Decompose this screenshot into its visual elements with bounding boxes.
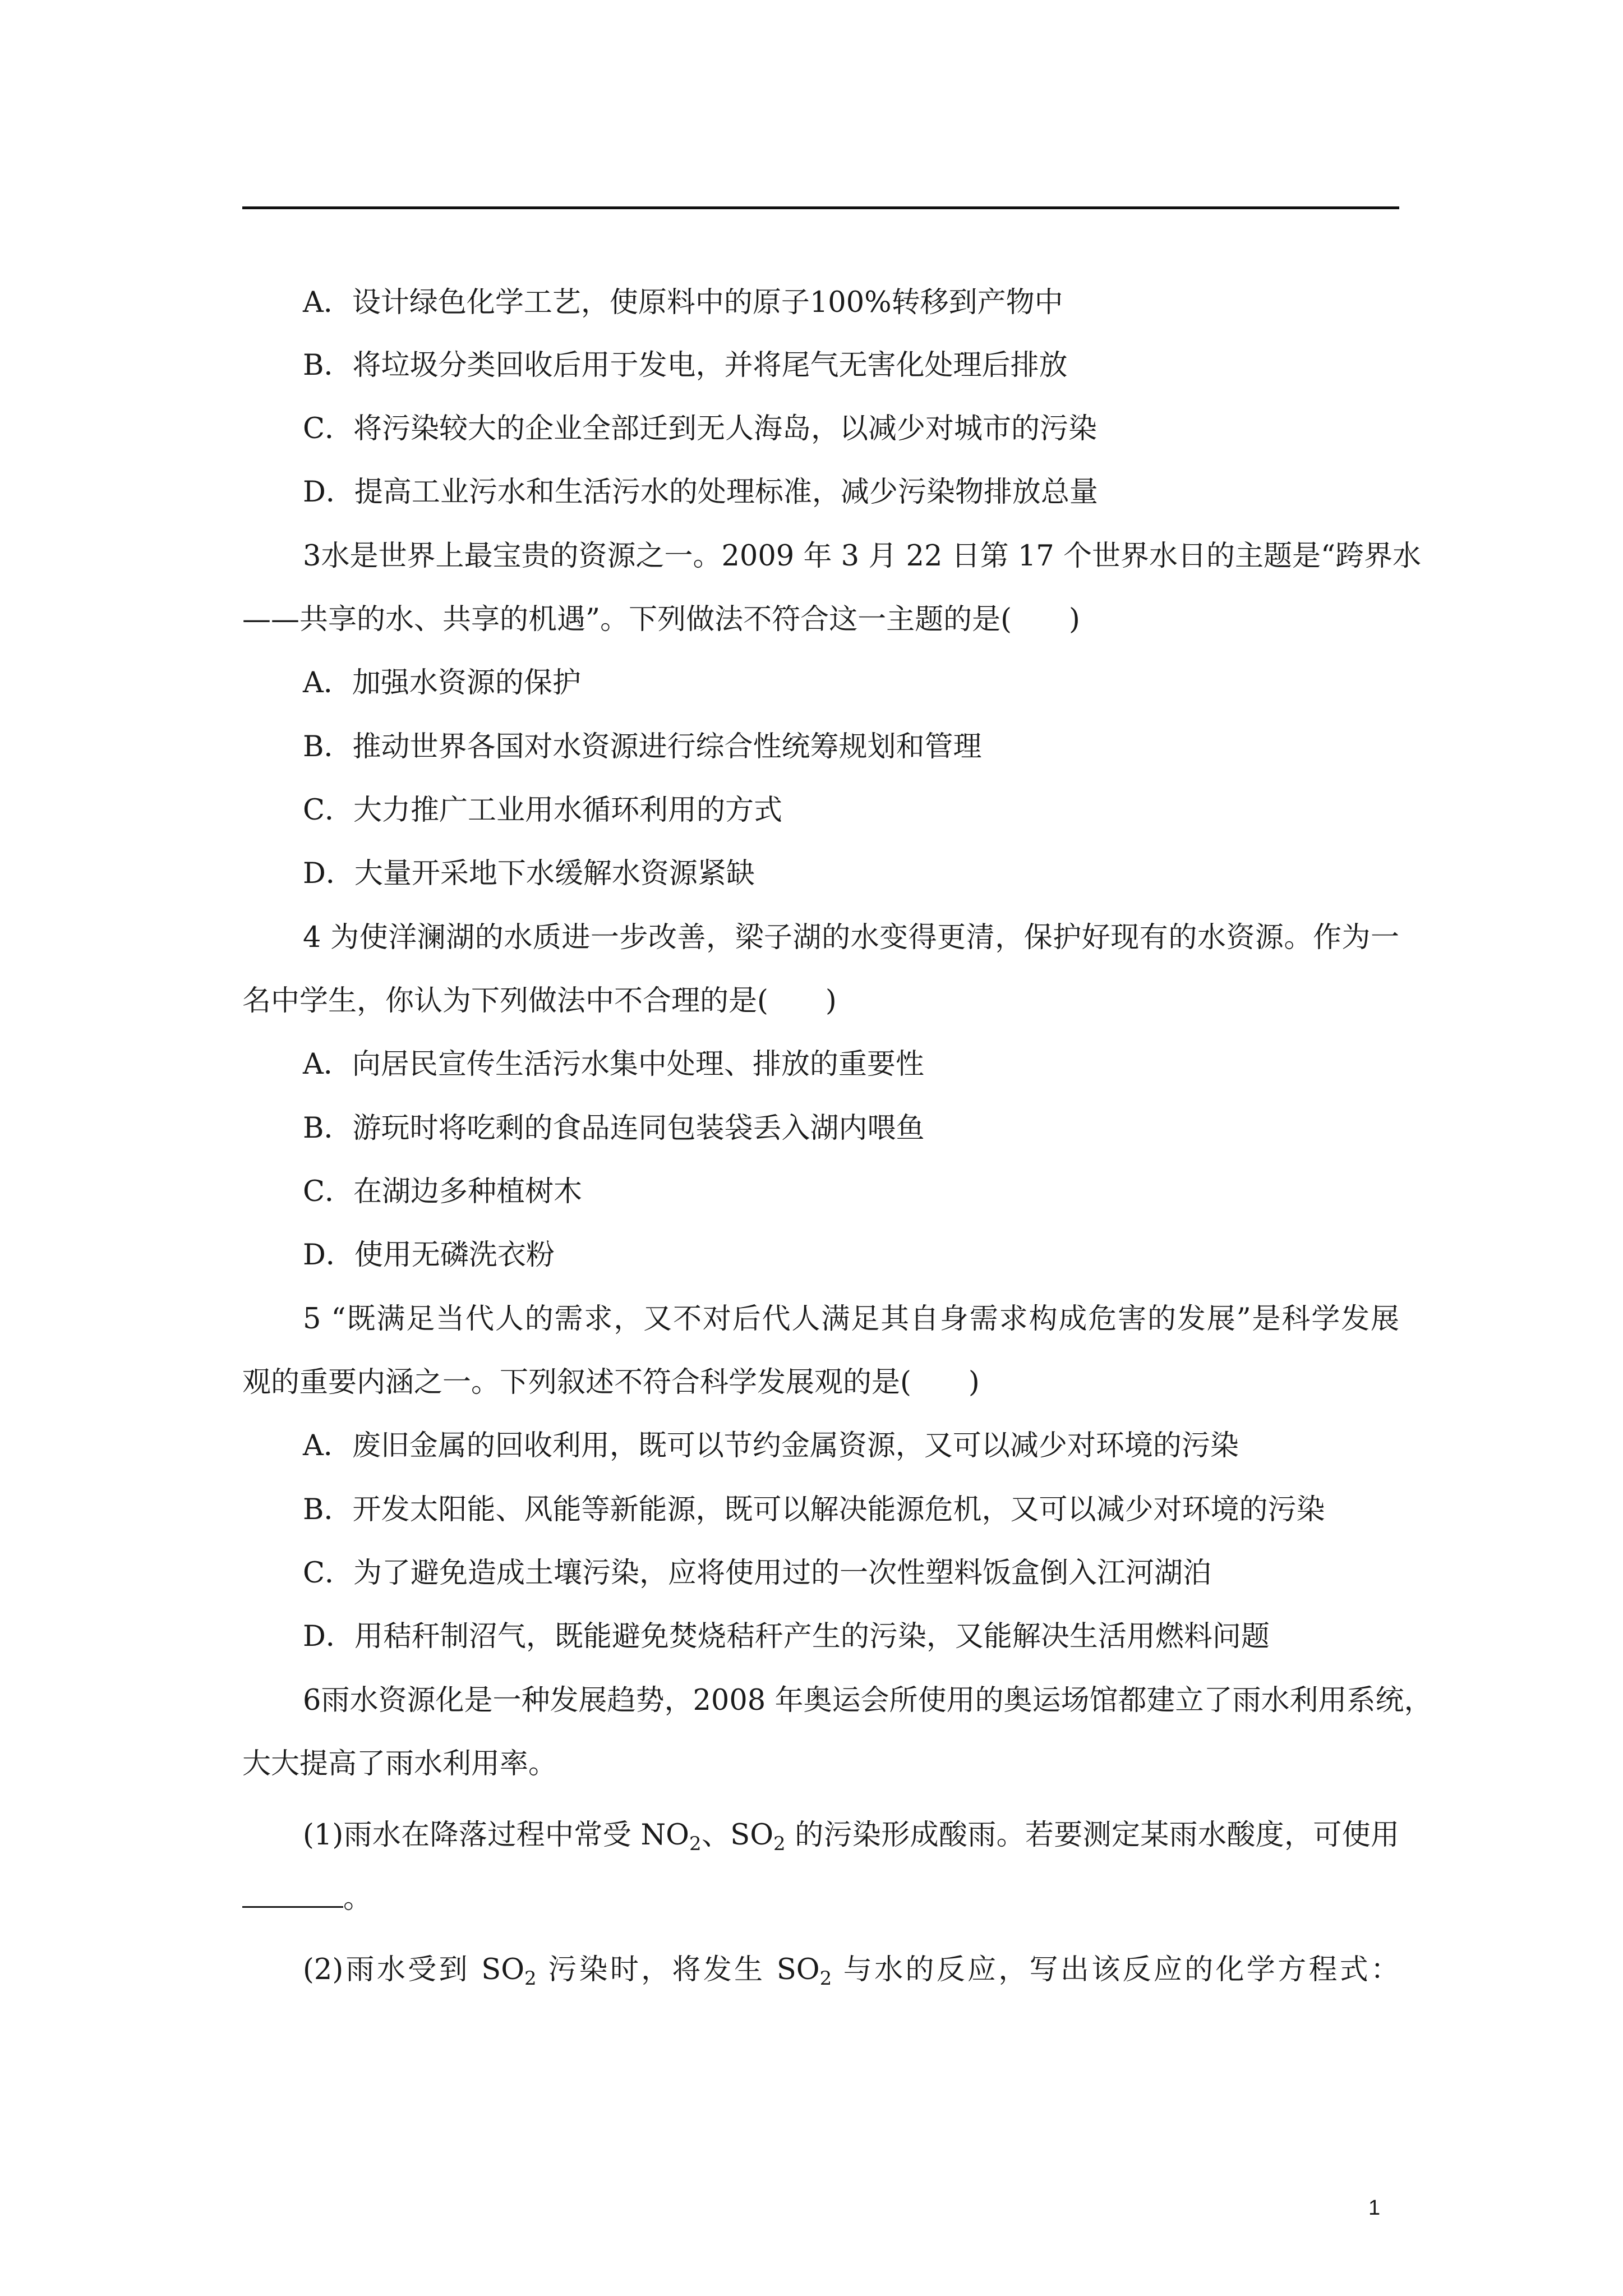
q6-part2-text-c: 与水的反应，写出该反应的化学方程式： xyxy=(832,1953,1399,1986)
q4-option-d: D．使用无磷洗衣粉 xyxy=(303,1239,555,1272)
q6-part1-subscript-so2: 2 xyxy=(773,1833,786,1855)
q3-option-b: B．推动世界各国对水资源进行综合性统筹规划和管理 xyxy=(303,730,982,763)
q2-option-c: C．将污染较大的企业全部迁到无人海岛，以减少对城市的污染 xyxy=(303,412,1098,445)
q6-part2-text-b: 污染时，将发生 SO xyxy=(536,1953,820,1986)
q5-stem-line1: 5 “既满足当代人的需求，又不对后代人满足其自身需求构成危害的发展”是科学发展 xyxy=(303,1303,1399,1336)
q3-stem-line2: ——共享的水、共享的机遇”。下列做法不符合这一主题的是( ) xyxy=(242,603,1080,636)
answer-blank[interactable] xyxy=(242,1884,343,1908)
q6-part1-text-a: (1)雨水在降落过程中常受 NO xyxy=(303,1819,689,1852)
q6-part1 xyxy=(303,1819,1400,1855)
q6-part1-end: 。 xyxy=(343,1882,372,1915)
q4-option-c: C．在湖边多种植树木 xyxy=(303,1175,583,1208)
q5-option-d: D．用秸秆制沼气，既能避免焚烧秸秆产生的污染，又能解决生活用燃料问题 xyxy=(303,1620,1270,1653)
q2-option-d: D．提高工业污水和生活污水的处理标准，减少污染物排放总量 xyxy=(303,476,1098,509)
q3-stem-line1: 3水是世界上最宝贵的资源之一。2009 年 3 月 22 日第 17 个世界水日的主题是“跨界水 xyxy=(303,540,1422,573)
q6-part2-subscript-so2-a: 2 xyxy=(524,1967,537,1990)
q6-part2 xyxy=(303,1953,1399,1990)
q2-option-b: B．将垃圾分类回收后用于发电，并将尾气无害化处理后排放 xyxy=(303,349,1068,382)
q4-stem-line1: 4 为使洋澜湖的水质进一步改善，梁子湖的水变得更清，保护好现有的水资源。作为一 xyxy=(303,921,1399,954)
q6-part2-subscript-so2-b: 2 xyxy=(819,1967,832,1990)
q6-part1-text-c: 的污染形成酸雨。若要测定某雨水酸度，可使用 xyxy=(785,1819,1400,1852)
header-rule xyxy=(242,206,1399,209)
q5-option-c: C．为了避免造成土壤污染，应将使用过的一次性塑料饭盒倒入江河湖泊 xyxy=(303,1557,1212,1590)
q6-stem-line2: 大大提高了雨水利用率。 xyxy=(242,1747,557,1780)
q6-part1-text-b: 、SO xyxy=(701,1819,774,1852)
q3-option-d: D．大量开采地下水缓解水资源紧缺 xyxy=(303,857,755,890)
q6-part1-answer-line xyxy=(242,1882,372,1916)
q2-option-a: A．设计绿色化学工艺，使原料中的原子100%转移到产物中 xyxy=(303,286,1063,319)
q6-part2-text-a: (2)雨水受到 SO xyxy=(303,1953,525,1986)
q5-option-b: B．开发太阳能、风能等新能源，既可以解决能源危机，又可以减少对环境的污染 xyxy=(303,1493,1325,1526)
q4-option-b: B．游玩时将吃剩的食品连同包装袋丢入湖内喂鱼 xyxy=(303,1112,925,1145)
q6-stem-line1: 6雨水资源化是一种发展趋势，2008 年奥运会所使用的奥运场馆都建立了雨水利用系统， xyxy=(303,1684,1433,1717)
q3-option-a: A．加强水资源的保护 xyxy=(303,666,581,700)
page-number: 1 xyxy=(1368,2196,1381,2220)
q4-stem-line2: 名中学生，你认为下列做法中不合理的是( ) xyxy=(242,984,837,1018)
q6-part1-subscript-no2: 2 xyxy=(689,1833,702,1855)
q5-stem-line2: 观的重要内涵之一。下列叙述不符合科学发展观的是( ) xyxy=(242,1366,980,1399)
q4-option-a: A．向居民宣传生活污水集中处理、排放的重要性 xyxy=(303,1048,924,1081)
q3-option-c: C．大力推广工业用水循环利用的方式 xyxy=(303,794,783,827)
q5-option-a: A．废旧金属的回收利用，既可以节约金属资源，又可以减少对环境的污染 xyxy=(303,1429,1239,1462)
